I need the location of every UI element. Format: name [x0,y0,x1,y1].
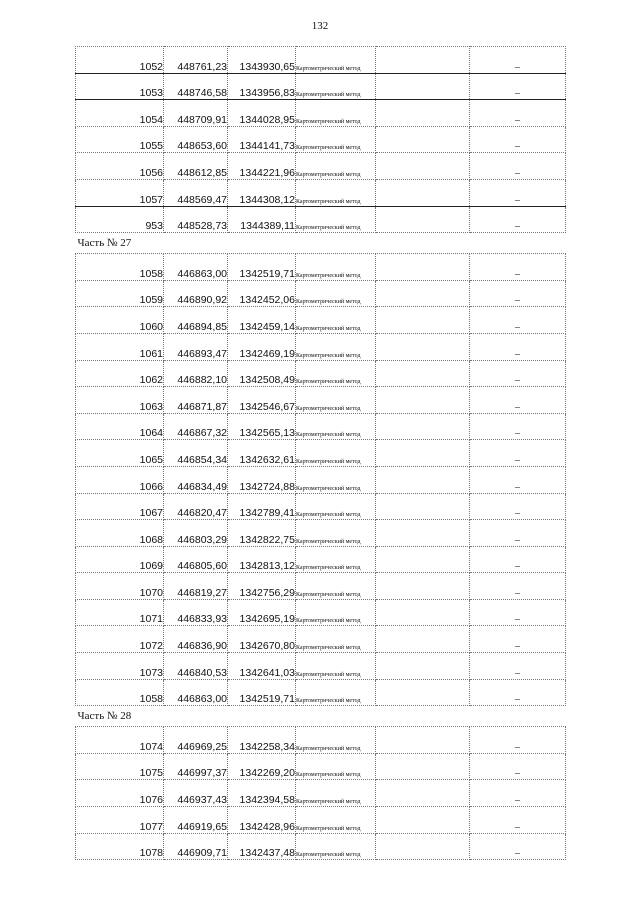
x-coordinate-cell: 448612,85 [164,153,228,180]
y-coordinate-cell: 1342632,61 [228,440,296,467]
y-coordinate-cell: 1342519,71 [228,254,296,281]
dash-cell: – [470,307,566,334]
method-cell: Картометрический метод [296,466,376,493]
y-coordinate-cell: 1342508,49 [228,360,296,387]
x-coordinate-cell: 446894,85 [164,307,228,334]
y-coordinate-cell: 1342459,14 [228,307,296,334]
x-coordinate-cell: 446937,43 [164,780,228,807]
empty-cell [376,73,470,100]
method-cell: Картометрический метод [296,333,376,360]
y-coordinate-cell: 1343930,65 [228,47,296,74]
x-coordinate-cell: 446863,00 [164,254,228,281]
table-row [76,179,566,206]
empty-cell [376,653,470,680]
dash-cell: – [470,780,566,807]
y-coordinate-cell: 1342695,19 [228,599,296,626]
y-coordinate-cell: 1344308,12 [228,179,296,206]
method-cell: Картометрический метод [296,727,376,754]
point-number-cell: 953 [76,206,164,233]
y-coordinate-cell: 1342565,13 [228,413,296,440]
x-coordinate-cell: 446997,37 [164,753,228,780]
dash-cell: – [470,653,566,680]
table-row [76,833,566,860]
method-cell: Картометрический метод [296,126,376,153]
dash-cell: – [470,47,566,74]
point-number-cell: 1075 [76,753,164,780]
y-coordinate-cell: 1342269,20 [228,753,296,780]
x-coordinate-cell: 446840,53 [164,653,228,680]
method-cell: Картометрический метод [296,360,376,387]
y-coordinate-cell: 1342670,80 [228,626,296,653]
method-cell: Картометрический метод [296,520,376,547]
y-coordinate-cell: 1342469,19 [228,333,296,360]
method-cell: Картометрический метод [296,780,376,807]
method-cell: Картометрический метод [296,413,376,440]
empty-cell [376,807,470,834]
dash-cell: – [470,206,566,233]
dash-cell: – [470,833,566,860]
dash-cell: – [470,493,566,520]
table-row [76,780,566,807]
point-number-cell: 1054 [76,100,164,127]
point-number-cell: 1056 [76,153,164,180]
point-number-cell: 1058 [76,679,164,706]
table-row [76,440,566,467]
dash-cell: – [470,573,566,600]
dash-cell: – [470,599,566,626]
empty-cell [376,387,470,414]
method-cell: Картометрический метод [296,753,376,780]
x-coordinate-cell: 448746,58 [164,73,228,100]
method-cell: Картометрический метод [296,179,376,206]
y-coordinate-cell: 1342428,96 [228,807,296,834]
point-number-cell: 1062 [76,360,164,387]
point-number-cell: 1074 [76,727,164,754]
method-cell: Картометрический метод [296,679,376,706]
point-number-cell: 1071 [76,599,164,626]
table-row [76,546,566,573]
x-coordinate-cell: 446834,49 [164,466,228,493]
coordinates-table [75,46,566,860]
table-row [76,153,566,180]
table-row [76,307,566,334]
dash-cell: – [470,413,566,440]
empty-cell [376,47,470,74]
x-coordinate-cell: 446969,25 [164,727,228,754]
x-coordinate-cell: 446836,90 [164,626,228,653]
y-coordinate-cell: 1342641,03 [228,653,296,680]
table-row [76,73,566,100]
point-number-cell: 1064 [76,413,164,440]
point-number-cell: 1077 [76,807,164,834]
empty-cell [376,280,470,307]
method-cell: Картометрический метод [296,307,376,334]
table-row [76,126,566,153]
page-number: 132 [311,20,329,32]
method-cell: Картометрический метод [296,47,376,74]
empty-cell [376,546,470,573]
point-number-cell: 1053 [76,73,164,100]
dash-cell: – [470,466,566,493]
y-coordinate-cell: 1344028,95 [228,100,296,127]
table-row [76,573,566,600]
table-row [76,626,566,653]
empty-cell [376,753,470,780]
table-row [76,466,566,493]
method-cell: Картометрический метод [296,546,376,573]
table-row [76,493,566,520]
empty-cell [376,100,470,127]
dash-cell: – [470,179,566,206]
y-coordinate-cell: 1342756,29 [228,573,296,600]
x-coordinate-cell: 446820,47 [164,493,228,520]
table-row [76,727,566,754]
x-coordinate-cell: 448528,73 [164,206,228,233]
x-coordinate-cell: 446871,87 [164,387,228,414]
table-row [76,653,566,680]
table-row [76,360,566,387]
table-row [76,387,566,414]
section-heading-row [76,706,566,727]
point-number-cell: 1070 [76,573,164,600]
empty-cell [376,833,470,860]
y-coordinate-cell: 1342813,12 [228,546,296,573]
method-cell: Картометрический метод [296,153,376,180]
empty-cell [376,466,470,493]
method-cell: Картометрический метод [296,206,376,233]
table-row [76,807,566,834]
empty-cell [376,254,470,281]
dash-cell: – [470,360,566,387]
dash-cell: – [470,679,566,706]
method-cell: Картометрический метод [296,100,376,127]
x-coordinate-cell: 446882,10 [164,360,228,387]
empty-cell [376,520,470,547]
method-cell: Картометрический метод [296,807,376,834]
y-coordinate-cell: 1344221,96 [228,153,296,180]
x-coordinate-cell: 446803,29 [164,520,228,547]
method-cell: Картометрический метод [296,626,376,653]
x-coordinate-cell: 446819,27 [164,573,228,600]
empty-cell [376,780,470,807]
point-number-cell: 1052 [76,47,164,74]
y-coordinate-cell: 1342546,67 [228,387,296,414]
x-coordinate-cell: 446890,92 [164,280,228,307]
y-coordinate-cell: 1344141,73 [228,126,296,153]
empty-cell [376,413,470,440]
empty-cell [376,206,470,233]
dash-cell: – [470,280,566,307]
dash-cell: – [470,73,566,100]
point-number-cell: 1072 [76,626,164,653]
point-number-cell: 1060 [76,307,164,334]
dash-cell: – [470,440,566,467]
method-cell: Картометрический метод [296,599,376,626]
empty-cell [376,126,470,153]
section-heading-row [76,233,566,254]
empty-cell [376,179,470,206]
table-row [76,679,566,706]
dash-cell: – [470,100,566,127]
y-coordinate-cell: 1342724,88 [228,466,296,493]
x-coordinate-cell: 446805,60 [164,546,228,573]
dash-cell: – [470,153,566,180]
point-number-cell: 1068 [76,520,164,547]
empty-cell [376,333,470,360]
x-coordinate-cell: 446854,34 [164,440,228,467]
x-coordinate-cell: 448709,91 [164,100,228,127]
dash-cell: – [470,387,566,414]
x-coordinate-cell: 446909,71 [164,833,228,860]
point-number-cell: 1078 [76,833,164,860]
x-coordinate-cell: 448569,47 [164,179,228,206]
table-row [76,599,566,626]
y-coordinate-cell: 1342452,06 [228,280,296,307]
dash-cell: – [470,333,566,360]
y-coordinate-cell: 1342437,48 [228,833,296,860]
method-cell: Картометрический метод [296,280,376,307]
table-row [76,47,566,74]
dash-cell: – [470,546,566,573]
x-coordinate-cell: 446863,00 [164,679,228,706]
y-coordinate-cell: 1342258,34 [228,727,296,754]
method-cell: Картометрический метод [296,254,376,281]
point-number-cell: 1059 [76,280,164,307]
point-number-cell: 1069 [76,546,164,573]
table-row [76,333,566,360]
x-coordinate-cell: 446919,65 [164,807,228,834]
empty-cell [376,727,470,754]
method-cell: Картометрический метод [296,833,376,860]
y-coordinate-cell: 1342519,71 [228,679,296,706]
y-coordinate-cell: 1342822,75 [228,520,296,547]
method-cell: Картометрический метод [296,387,376,414]
table-row [76,206,566,233]
table-row [76,254,566,281]
dash-cell: – [470,753,566,780]
x-coordinate-cell: 448653,60 [164,126,228,153]
table-row [76,280,566,307]
x-coordinate-cell: 448761,23 [164,47,228,74]
empty-cell [376,599,470,626]
empty-cell [376,493,470,520]
method-cell: Картометрический метод [296,440,376,467]
x-coordinate-cell: 446833,93 [164,599,228,626]
point-number-cell: 1065 [76,440,164,467]
empty-cell [376,626,470,653]
method-cell: Картометрический метод [296,493,376,520]
point-number-cell: 1055 [76,126,164,153]
point-number-cell: 1058 [76,254,164,281]
y-coordinate-cell: 1343956,83 [228,73,296,100]
point-number-cell: 1073 [76,653,164,680]
point-number-cell: 1057 [76,179,164,206]
point-number-cell: 1067 [76,493,164,520]
y-coordinate-cell: 1342394,58 [228,780,296,807]
empty-cell [376,307,470,334]
table-row [76,413,566,440]
point-number-cell: 1061 [76,333,164,360]
empty-cell [376,573,470,600]
table-row [76,753,566,780]
empty-cell [376,679,470,706]
x-coordinate-cell: 446893,47 [164,333,228,360]
dash-cell: – [470,626,566,653]
dash-cell: – [470,807,566,834]
empty-cell [376,153,470,180]
method-cell: Картометрический метод [296,653,376,680]
y-coordinate-cell: 1342789,41 [228,493,296,520]
empty-cell [376,440,470,467]
method-cell: Картометрический метод [296,73,376,100]
point-number-cell: 1066 [76,466,164,493]
method-cell: Картометрический метод [296,573,376,600]
section-heading: Часть № 28 [76,706,566,727]
dash-cell: – [470,727,566,754]
dash-cell: – [470,254,566,281]
point-number-cell: 1076 [76,780,164,807]
dash-cell: – [470,520,566,547]
y-coordinate-cell: 1344389,11 [228,206,296,233]
section-heading: Часть № 27 [76,233,566,254]
empty-cell [376,360,470,387]
x-coordinate-cell: 446867,32 [164,413,228,440]
point-number-cell: 1063 [76,387,164,414]
table-row [76,100,566,127]
dash-cell: – [470,126,566,153]
table-row [76,520,566,547]
